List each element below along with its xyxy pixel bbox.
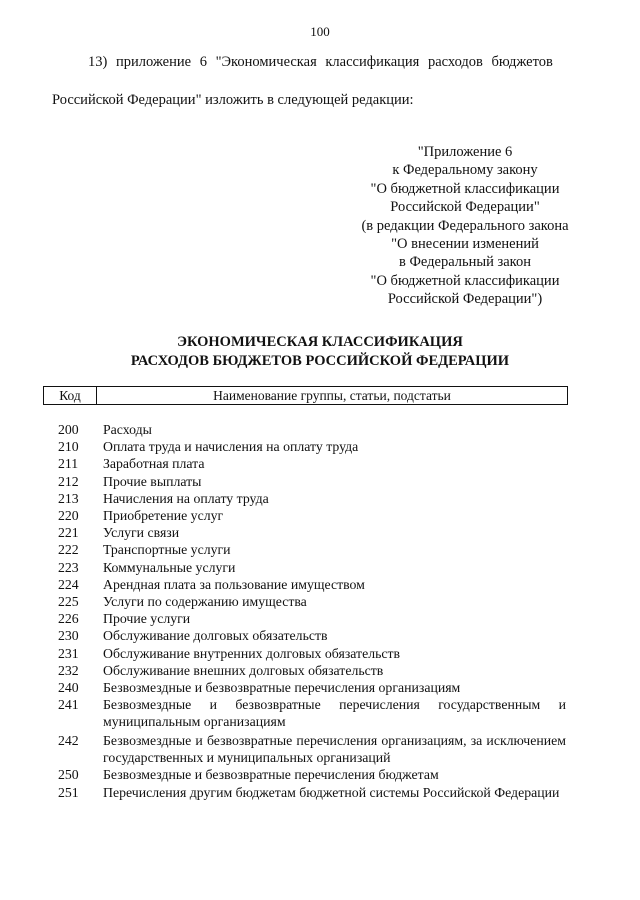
- appendix-header-line: в Федеральный закон: [398, 254, 531, 271]
- table-row: [58, 473, 566, 490]
- row-name: Услуги по содержанию имущества: [103, 594, 307, 610]
- row-code: 200: [58, 422, 79, 437]
- table-row: [58, 455, 566, 472]
- table-row: [58, 507, 566, 524]
- row-code: 212: [58, 473, 79, 489]
- row-code: 213: [58, 490, 79, 506]
- row-code: 231: [58, 645, 79, 661]
- row-code: 210: [58, 439, 79, 455]
- table-header: [43, 386, 568, 405]
- row-code: 220: [58, 508, 79, 524]
- row-code: 240: [58, 680, 79, 696]
- appendix-header-line: "О бюджетной классификации: [370, 272, 560, 289]
- row-name: Обслуживание долговых обязательств: [103, 628, 328, 644]
- row-name: Обслуживание внутренних долговых обязательств: [103, 645, 401, 661]
- appendix-header-line: (в редакции Федерального закона: [361, 217, 569, 234]
- column-header-name: Наименование группы, статьи, подстатьи: [213, 388, 451, 403]
- row-name: Заработная плата: [103, 456, 205, 472]
- document-title-line-1: ЭКОНОМИЧЕСКАЯ КЛАССИФИКАЦИЯ: [177, 334, 463, 350]
- row-code: 224: [58, 576, 79, 592]
- table-row: [58, 524, 566, 541]
- row-name: Безвозмездные и безвозвратные перечисления организациям: [103, 680, 461, 696]
- table-row: [58, 662, 566, 679]
- row-code: 226: [58, 611, 79, 627]
- row-name: Услуги связи: [103, 525, 180, 541]
- table-row: [58, 541, 566, 558]
- table-row: [58, 696, 566, 730]
- row-code: 242: [58, 732, 79, 748]
- table-row: [58, 593, 566, 610]
- table-row: [58, 438, 566, 455]
- appendix-header-line: к Федеральному закону: [392, 162, 538, 179]
- row-code: 251: [58, 785, 79, 801]
- row-code: 230: [58, 628, 79, 644]
- intro-line-2: Российской Федерации" изложить в следующей редакции:: [52, 92, 414, 108]
- appendix-header-line: Российской Федерации": [390, 199, 540, 216]
- row-name: Начисления на оплату труда: [103, 490, 269, 506]
- row-code: 250: [58, 767, 79, 783]
- row-name: Приобретение услуг: [103, 508, 224, 524]
- row-code: 211: [58, 456, 79, 472]
- row-code: 221: [58, 525, 79, 541]
- row-name: Арендная плата за пользование имуществом: [103, 576, 365, 592]
- row-name: Коммунальные услуги: [103, 559, 236, 575]
- intro-line-1: 13) приложение 6 "Экономическая классификация расходов бюджетов: [88, 54, 553, 70]
- row-code: 241: [58, 697, 79, 713]
- table-row: [58, 490, 566, 507]
- row-name: Расходы: [103, 422, 152, 437]
- table-row: [58, 576, 566, 593]
- row-code: 232: [58, 662, 79, 678]
- appendix-header-line: Российской Федерации"): [387, 291, 543, 308]
- row-name: Оплата труда и начисления на оплату труда: [103, 439, 359, 455]
- appendix-header: [345, 143, 585, 309]
- classification-table: [58, 421, 566, 801]
- row-code: 223: [58, 559, 79, 575]
- row-name: Транспортные услуги: [103, 542, 231, 558]
- appendix-header-line: "Приложение 6: [417, 144, 513, 160]
- row-name: Безвозмездные и безвозвратные перечисления бюджетам: [103, 767, 439, 783]
- row-name: Прочие услуги: [103, 611, 191, 627]
- table-row: [58, 627, 566, 644]
- row-code: 222: [58, 542, 79, 558]
- row-name: Перечисления другим бюджетам бюджетной системы Российской Федерации: [103, 785, 560, 801]
- table-row: [58, 766, 566, 783]
- document-title: [0, 333, 640, 371]
- row-code: 225: [58, 594, 79, 610]
- document-title-line-2: РАСХОДОВ БЮДЖЕТОВ РОССИЙСКОЙ ФЕДЕРАЦИИ: [130, 353, 510, 369]
- row-name: Безвозмездные и безвозвратные перечисления организациям, за исключением государственных и муниципальных организаций: [103, 732, 566, 765]
- table-row: [58, 421, 566, 438]
- row-name: Обслуживание внешних долговых обязательств: [103, 662, 384, 678]
- table-row: [58, 610, 566, 627]
- page-number: 100: [310, 24, 330, 39]
- appendix-header-line: "О бюджетной классификации: [370, 180, 560, 197]
- table-row: [58, 559, 566, 576]
- appendix-header-line: "О внесении изменений: [391, 236, 539, 253]
- table-row: [58, 645, 566, 662]
- table-row: [58, 679, 566, 696]
- table-row: [58, 784, 566, 801]
- table-row: [58, 732, 566, 766]
- row-name: Прочие выплаты: [103, 473, 202, 489]
- row-name: Безвозмездные и безвозвратные перечисления государственным и муниципальным организациям: [103, 697, 566, 730]
- column-header-code: Код: [44, 387, 97, 404]
